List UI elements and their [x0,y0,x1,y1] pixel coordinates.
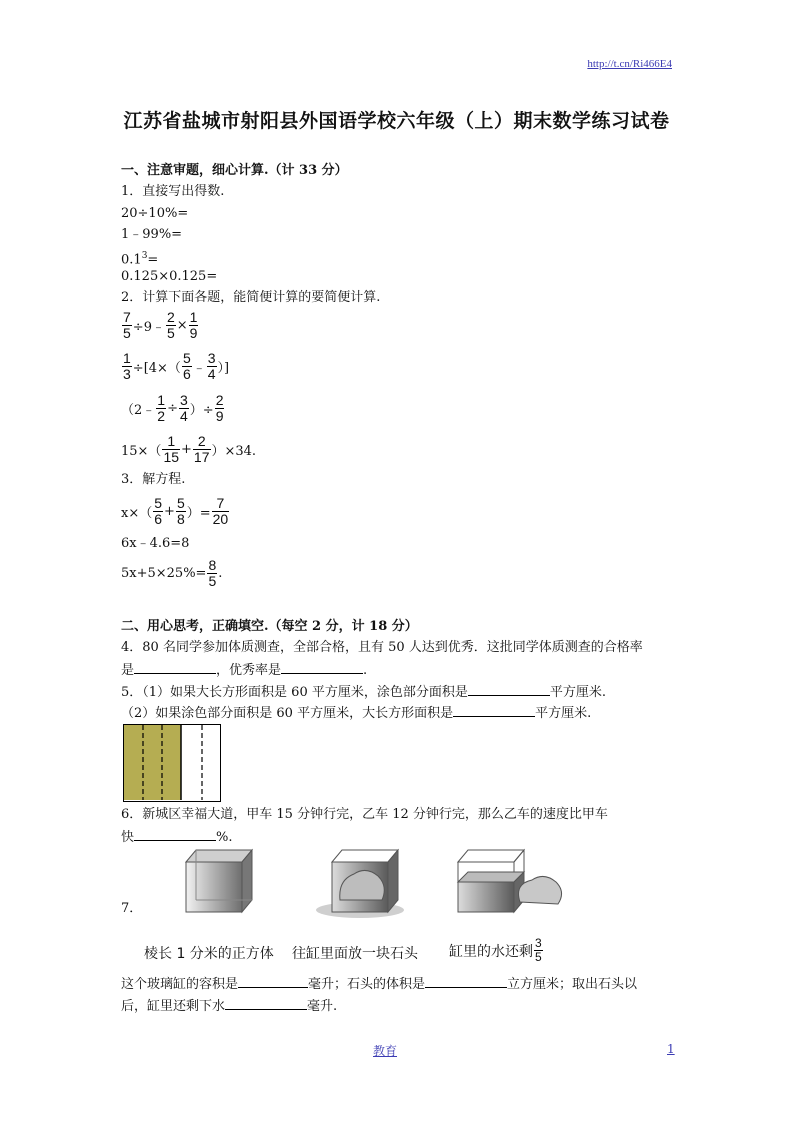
footer-link[interactable]: 教育 [373,1044,398,1058]
page-number: 1 [667,1042,675,1056]
q3-eq-2: 6x﹣4.6=8 [121,536,190,551]
q2-prompt: 2．计算下面各题，能简便计算的要简便计算. [121,290,381,305]
source-url[interactable]: http://t.cn/Ri466E4 [587,58,672,70]
q3-eq-1: x×（ $\frac{5}{6}$ + $\frac{5}{8}$ ）= $\frac{7}{20}$ [121,494,229,527]
q7-line-2: 后，缸里还剩下水 毫升. [121,996,337,1016]
q2-expr-3: （2﹣ $\frac{1}{2}$ ÷ $\frac{3}{4}$ ）÷ $\frac{2}{9}$ [121,391,224,424]
q2-expr-4: 15×（ $\frac{1}{15}$ + $\frac{2}{17}$ ）×34. [121,432,257,465]
q5-line-1: 5．（1）如果大长方形面积是 60 平方厘米，涂色部分面积是 平方厘米. [121,682,606,702]
q7-label: 7． [121,901,143,916]
page-title: 江苏省盐城市射阳县外国语学校六年级（上）期末数学练习试卷 [123,110,670,132]
q6-blank[interactable] [134,827,216,841]
cube-full-water [186,850,252,912]
section1-heading: 一、注意审题，细心计算.（计 33 分） [121,163,348,178]
q4-line-2: 是 ，优秀率是 . [121,660,367,680]
q1-item-4: 0.125×0.125= [121,269,218,284]
cube-remaining-water [458,850,562,912]
stone-outside-icon [519,876,562,904]
cube-with-stone [316,850,404,918]
q7-blank-remaining[interactable] [225,996,307,1010]
q3-prompt: 3．解方程. [121,472,186,487]
q2-expr-1: $\frac{7}{5}$ ÷9﹣ $\frac{2}{5}$ × $\frac{1}{9}$ [123,308,198,341]
q1-item-1: 20÷10%= [121,206,189,221]
q4-line-1: 4．80 名同学参加体质测查，全部合格，且有 50 人达到优秀．这批同学体质测查的合格率 [121,640,643,655]
q4-blank-excellent-rate[interactable] [281,660,363,674]
q5-blank-2[interactable] [453,703,535,717]
q1-item-3: $0.1^3=$ [121,251,159,268]
caption-2: 往缸里面放一块石头 [292,946,418,962]
q3-eq-3: 5x+5×25%= $\frac{8}{5}$ . [121,556,223,589]
q6-line-1: 6．新城区幸福大道，甲车 15 分钟行完，乙车 12 分钟行完，那么乙车的速度比甲车 [121,807,608,822]
section2-heading: 二、用心思考，正确填空.（每空 2 分，计 18 分） [121,619,418,634]
q7-blank-volume[interactable] [238,974,308,988]
q5-line-2: （2）如果涂色部分面积是 60 平方厘米，大长方形面积是 平方厘米. [121,703,591,723]
q4-blank-pass-rate[interactable] [134,660,216,674]
q1-prompt: 1．直接写出得数. [121,184,225,199]
caption-3: 缸里的水还剩 $\frac{3}{5}$ [449,936,542,964]
q1-item-2: 1﹣99%= [121,227,183,242]
rectangle-figure-svg [124,725,219,800]
q7-line-1: 这个玻璃缸的容积是 毫升；石头的体积是 立方厘米；取出石头以 [121,974,637,994]
q2-expr-2: $\frac{1}{3}$ ÷[4×（ $\frac{5}{6}$ ﹣ $\frac{3}{4}$ ）] [123,349,230,382]
rectangle-figure [123,724,221,802]
q5-blank-1[interactable] [468,682,550,696]
shaded-part [124,725,181,800]
q6-line-2: 快 %. [121,827,233,847]
q7-blank-stone[interactable] [425,974,507,988]
caption-1: 棱长 1 分米的正方体 [144,946,274,962]
